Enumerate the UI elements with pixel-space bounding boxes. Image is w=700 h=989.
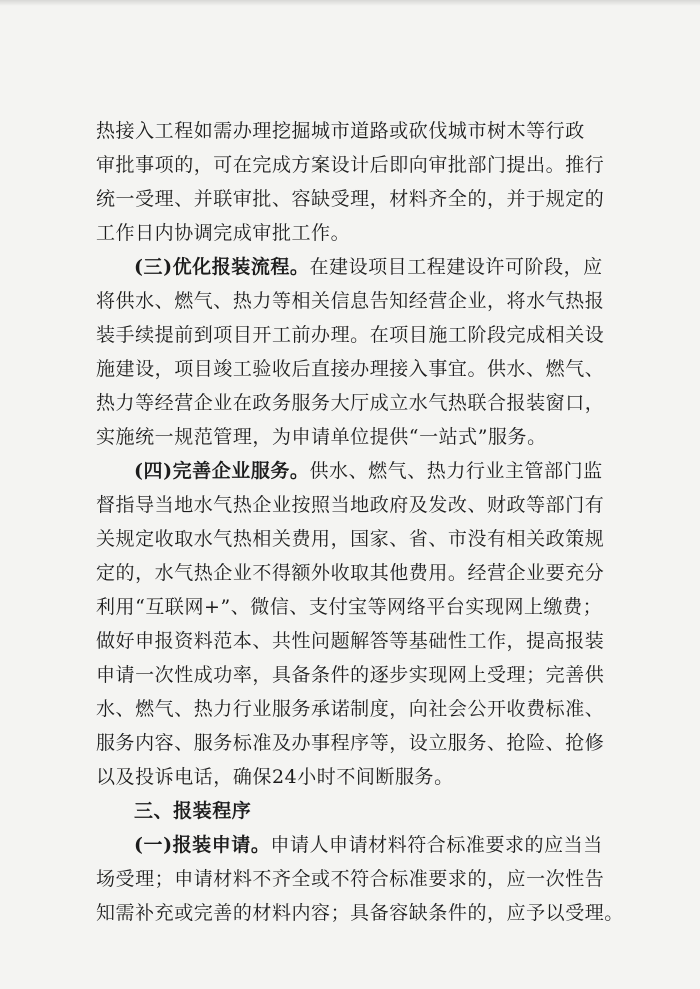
text-line <box>96 118 610 152</box>
body-text: 定的，水气热企业不得额外收取其他费用。经营企业要充分 <box>96 562 605 584</box>
body-text: 将供水、燃气、热力等相关信息告知经营企业，将水气热报 <box>96 290 605 312</box>
bold-heading-text: (一)报装申请。 <box>134 834 271 856</box>
text-line <box>96 526 610 560</box>
body-text: 水、燃气、热力行业服务承诺制度，向社会公开收费标准、 <box>96 698 605 720</box>
body-text: 申请一次性成功率，具备条件的逐步实现网上受理；完善供 <box>96 664 605 686</box>
text-line <box>96 356 610 390</box>
text-line <box>96 424 610 458</box>
body-text: 实施统一规范管理，为申请单位提供“一站式”服务。 <box>96 426 547 448</box>
text-line <box>96 288 610 322</box>
text-line <box>96 798 610 832</box>
text-line <box>96 866 610 900</box>
body-text: 服务内容、服务标准及办事程序等，设立服务、抢险、抢修 <box>96 732 605 754</box>
body-text: 施建设，项目竣工验收后直接办理接入事宜。供水、燃气、 <box>96 358 605 380</box>
document-body <box>96 118 624 934</box>
text-line <box>96 764 610 798</box>
body-text: 场受理；申请材料不齐全或不符合标准要求的，应一次性告 <box>96 868 605 890</box>
text-line <box>96 186 610 220</box>
text-line <box>96 628 610 662</box>
bold-heading-text: 三、报装程序 <box>134 800 252 822</box>
text-line <box>96 662 610 696</box>
text-line <box>96 390 610 424</box>
text-line <box>96 492 610 526</box>
bold-heading-text: (四)完善企业服务。 <box>134 460 310 482</box>
bold-heading-text: (三)优化报装流程。 <box>134 256 310 278</box>
body-text: 供水、燃气、热力行业主管部门监 <box>309 460 603 482</box>
text-line <box>96 152 610 186</box>
text-line <box>96 832 610 866</box>
body-text: 申请人申请材料符合标准要求的应当当 <box>270 834 603 856</box>
body-text: 以及投诉电话，确保24小时不间断服务。 <box>96 766 454 788</box>
body-text: 在建设项目工程建设许可阶段，应 <box>309 256 603 278</box>
text-line <box>96 458 610 492</box>
body-text: 审批事项的，可在完成方案设计后即向审批部门提出。推行 <box>96 154 605 176</box>
scan-edge <box>0 0 700 6</box>
text-line <box>96 560 610 594</box>
text-line <box>96 220 610 254</box>
body-text: 热力等经营企业在政务服务大厅成立水气热联合报装窗口， <box>96 392 605 414</box>
text-line <box>96 696 610 730</box>
text-line <box>96 730 610 764</box>
body-text: 热接入工程如需办理挖掘城市道路或砍伐城市树木等行政 <box>96 120 585 142</box>
body-text: 做好申报资料范本、共性问题解答等基础性工作，提高报装 <box>96 630 605 652</box>
text-line <box>96 322 610 356</box>
text-line <box>96 900 624 934</box>
body-text: 统一受理、并联审批、容缺受理，材料齐全的，并于规定的 <box>96 188 605 210</box>
body-text: 知需补充或完善的材料内容；具备容缺条件的，应予以受理。 <box>96 902 624 924</box>
body-text: 关规定收取水气热相关费用，国家、省、市没有相关政策规 <box>96 528 605 550</box>
body-text: 工作日内协调完成审批工作。 <box>96 222 351 244</box>
text-line <box>96 254 610 288</box>
body-text: 装手续提前到项目开工前办理。在项目施工阶段完成相关设 <box>96 324 605 346</box>
text-line <box>96 594 610 628</box>
body-text: 利用“互联网+”、微信、支付宝等网络平台实现网上缴费； <box>96 596 603 618</box>
body-text: 督指导当地水气热企业按照当地政府及发改、财政等部门有 <box>96 494 605 516</box>
